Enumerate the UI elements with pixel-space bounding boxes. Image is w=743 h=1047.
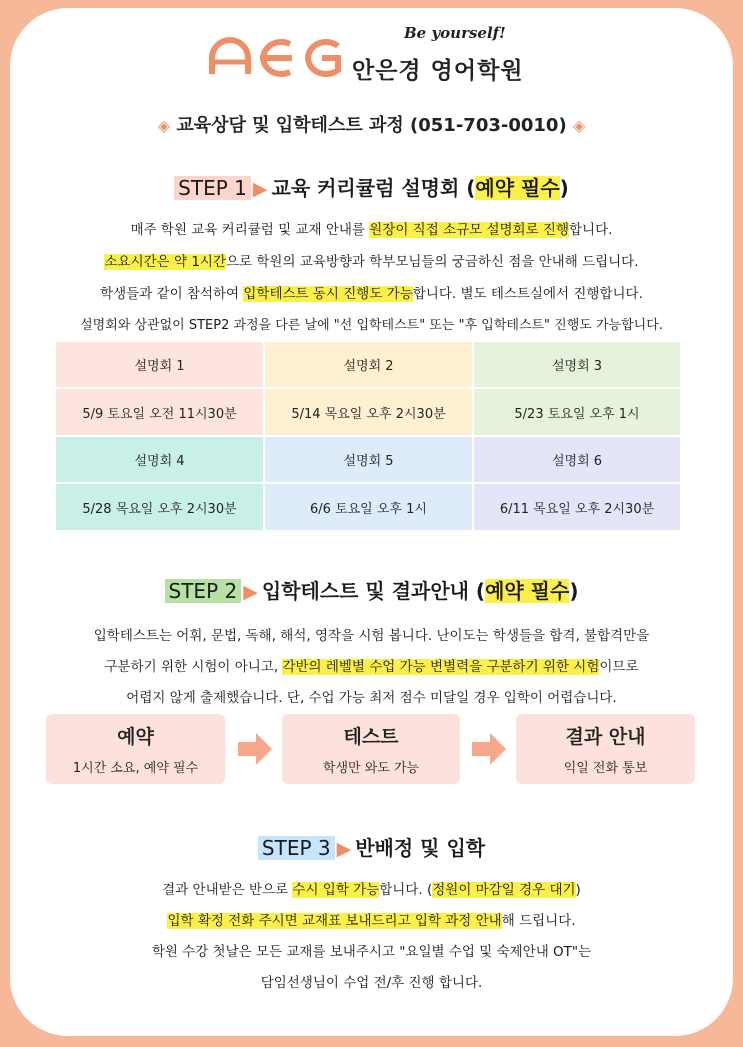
logo-slogan: Be yourself! (404, 24, 506, 42)
step2-line-3: 어렵지 않게 출제했습니다. 단, 수업 가능 최저 점수 미달일 경우 입학이 어렵습니다. (126, 690, 617, 706)
step3-line-2: 입학 확정 전화 주시면 교재표 보내드리고 입학 과정 안내해 드립니다. (167, 913, 576, 929)
step2-badge: STEP 2 (165, 579, 242, 603)
session-5-date: 6/6 토요일 오후 1시 (265, 484, 472, 530)
consultation-headline (0, 111, 743, 137)
session-1-date: 5/9 토요일 오전 11시30분 (56, 389, 263, 435)
step1-line-4: 설명회와 상관없이 STEP2 과정을 다른 날에 "선 입학테스트" 또는 "후 입학테스트" 진행도 가능합니다. (80, 318, 663, 333)
play-arrow-icon: ▶ (243, 581, 258, 603)
step1-title (0, 172, 743, 201)
step1-title-end: ) (559, 176, 569, 200)
flow-step-reservation (46, 714, 225, 784)
flow-step-title: 예약 (117, 726, 154, 748)
aeg-logo-icon (206, 34, 346, 78)
flow-step-subtitle: 익일 전화 통보 (563, 761, 648, 776)
session-6-name: 설명회 6 (474, 437, 680, 482)
flow-step-title: 테스트 (343, 726, 399, 748)
play-arrow-icon: ▶ (336, 838, 352, 860)
diamond-ornament-icon: ◈ (157, 116, 171, 135)
step1-line-2: 소요시간은 약 1시간으로 학원의 교육방향과 학부모님들의 궁금하신 점을 안내해 드립니다. (104, 254, 639, 270)
step3-line-1: 결과 안내받은 반으로 수시 입학 가능합니다. (정원이 마감일 경우 대기) (162, 882, 581, 898)
step2-title-text: 입학테스트 및 결과안내 ( (261, 579, 486, 603)
session-1-name: 설명회 1 (56, 342, 263, 387)
step3-line-3: 학원 수강 첫날은 모든 교재를 보내주시고 "요일별 수업 및 숙제안내 OT"는 (151, 944, 592, 960)
academy-name: 안은경 영어학원 (352, 58, 524, 84)
session-2-name: 설명회 2 (265, 342, 472, 387)
flow-step-subtitle: 1시간 소요, 예약 필수 (72, 761, 199, 776)
session-3-name: 설명회 3 (474, 342, 680, 387)
step1-badge: STEP 1 (174, 176, 251, 200)
right-arrow-icon (236, 730, 274, 768)
step1-title-highlight: 예약 필수 (475, 176, 560, 200)
step1-line-1: 매주 학원 교육 커리큘럼 및 교재 안내를 원장이 직접 소규모 설명회로 진행합니다. (130, 222, 613, 238)
step3-title (0, 832, 743, 861)
step1-title-text: 교육 커리큘럼 설명회 ( (271, 176, 476, 200)
step2-title (0, 575, 743, 604)
flow-step-subtitle: 학생만 와도 가능 (322, 761, 420, 776)
step3-title-text: 반배정 및 입학 (355, 836, 486, 860)
step2-line-2: 구분하기 위한 시험이 아니고, 각반의 레벨별 수업 가능 변별력을 구분하기 위한 시험이므로 (104, 659, 639, 675)
play-arrow-icon: ▶ (252, 178, 268, 200)
session-6-date: 6/11 목요일 오후 2시30분 (474, 484, 680, 530)
flow-step-title: 결과 안내 (565, 726, 646, 748)
session-5-name: 설명회 5 (265, 437, 472, 482)
session-schedule-table (56, 342, 680, 529)
step2-line-1: 입학테스트는 어휘, 문법, 독해, 해석, 영작을 시험 봅니다. 난이도는 학생들을 합격, 불합격만을 (93, 628, 650, 644)
headline-text: 교육상담 및 입학테스트 과정 (051-703-0010) (176, 115, 567, 136)
step3-badge: STEP 3 (258, 836, 335, 860)
flow-step-test (282, 714, 460, 784)
step2-title-highlight: 예약 필수 (485, 579, 570, 603)
session-4-name: 설명회 4 (56, 437, 263, 482)
step3-line-4: 담임선생님이 수업 전/후 진행 합니다. (260, 975, 483, 991)
flow-step-result (516, 714, 695, 784)
step2-title-end: ) (569, 579, 579, 603)
session-4-date: 5/28 목요일 오후 2시30분 (56, 484, 263, 530)
step1-line-3: 학생들과 같이 참석하여 입학테스트 동시 진행도 가능합니다. 별도 테스트실에서 진행합니다. (100, 286, 643, 302)
right-arrow-icon (470, 730, 508, 768)
session-3-date: 5/23 토요일 오후 1시 (474, 389, 680, 435)
session-2-date: 5/14 목요일 오후 2시30분 (265, 389, 472, 435)
diamond-ornament-icon: ◈ (572, 116, 586, 135)
